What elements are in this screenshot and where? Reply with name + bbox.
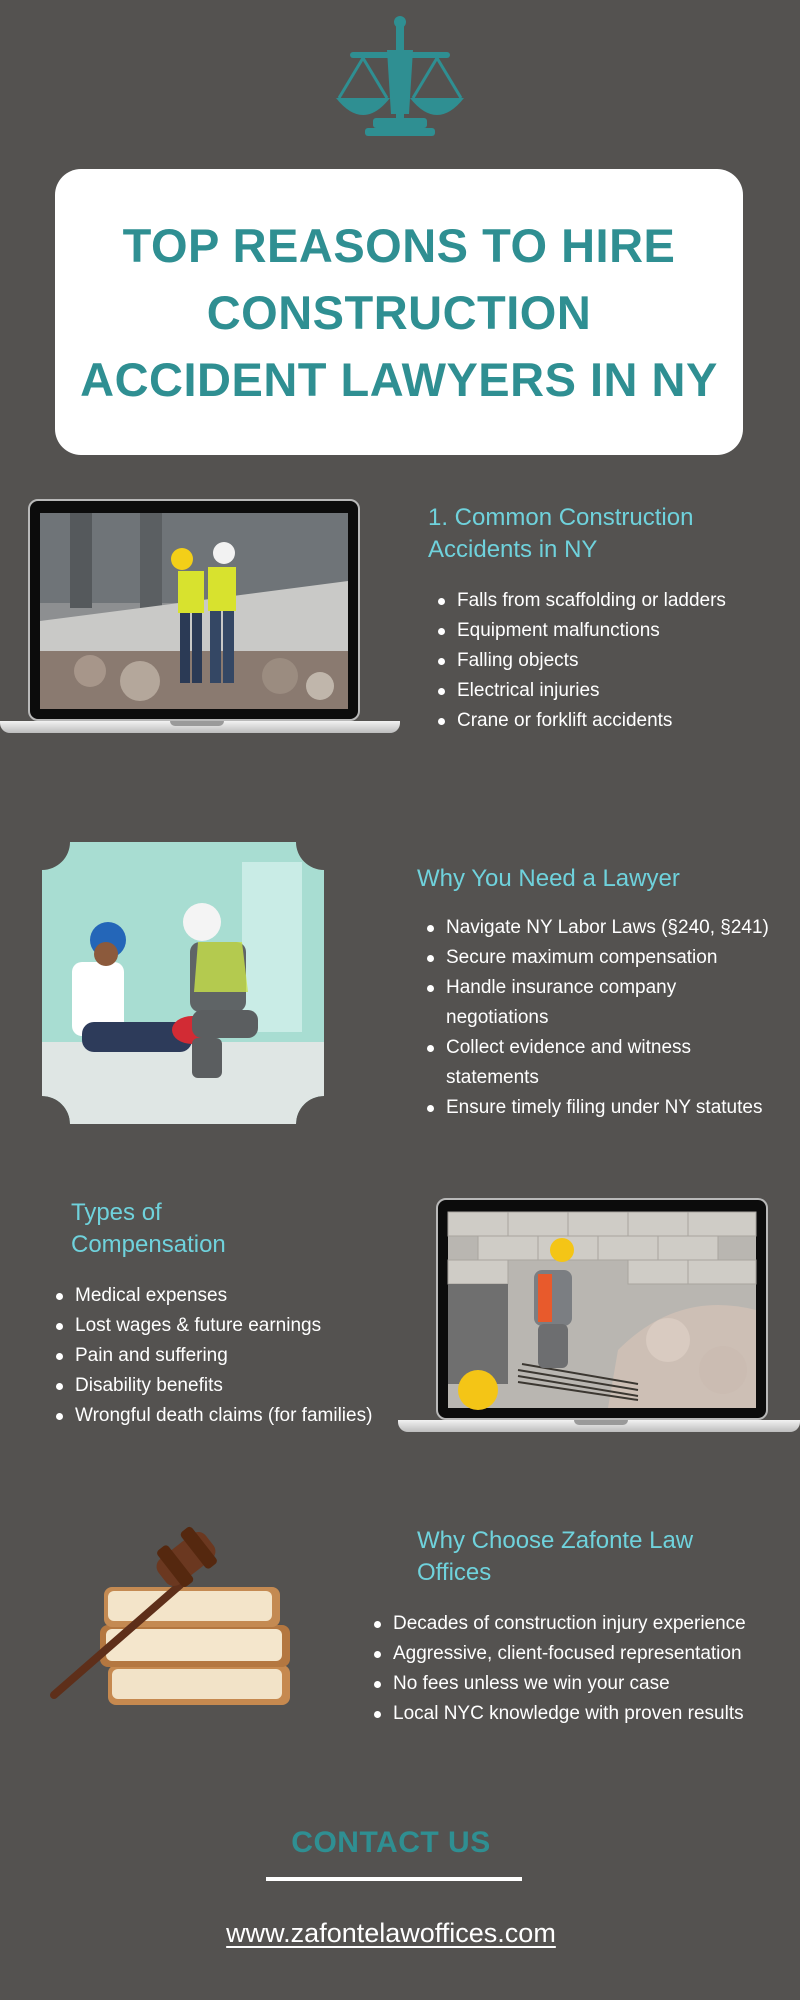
laptop-2 — [398, 1198, 800, 1432]
contact-title: CONTACT US — [291, 1826, 491, 1859]
list-item: Wrongful death claims (for families) — [50, 1401, 410, 1431]
section-4 — [368, 1525, 788, 1729]
page-title-line-2: CONSTRUCTION — [206, 285, 592, 339]
injured-worker-photo — [42, 842, 324, 1124]
list-item: Handle insurance company negotiations — [421, 973, 721, 1033]
gavel-and-books-icon — [50, 1525, 314, 1725]
section-2-heading: Why You Need a Lawyer — [417, 865, 680, 892]
section-4-list — [368, 1609, 788, 1729]
section-4-heading: Why Choose Zafonte Law Offices — [417, 1527, 694, 1586]
website-link[interactable]: www.zafontelawoffices.com — [226, 1918, 556, 1948]
list-item: Secure maximum compensation — [421, 943, 791, 973]
section-1-heading: 1. Common Construction Accidents in NY — [428, 504, 694, 563]
list-item: Electrical injuries — [432, 676, 788, 706]
list-item: Lost wages & future earnings — [50, 1311, 410, 1341]
section-2 — [417, 863, 800, 1123]
worker-rebar-photo — [438, 1200, 766, 1418]
section-2-list — [421, 913, 791, 1123]
list-item: Local NYC knowledge with proven results — [368, 1699, 788, 1729]
list-item: Disability benefits — [50, 1371, 410, 1401]
list-item: Aggressive, client-focused representation — [368, 1639, 788, 1669]
section-3 — [50, 1197, 410, 1431]
list-item: Falling objects — [432, 646, 788, 676]
scales-of-justice-icon — [335, 14, 465, 144]
list-item: Navigate NY Labor Laws (§240, §241) — [421, 913, 791, 943]
section-3-heading: Types of Compensation — [71, 1199, 226, 1258]
list-item: Medical expenses — [50, 1281, 410, 1311]
section-3-list — [50, 1281, 410, 1431]
list-item: Equipment malfunctions — [432, 616, 788, 646]
list-item: Decades of construction injury experience — [368, 1609, 788, 1639]
list-item: Collect evidence and witness statements — [421, 1033, 721, 1093]
section-1-list — [432, 586, 788, 736]
page-title-line-1: TOP REASONS TO HIRE — [122, 218, 676, 272]
list-item: Crane or forklift accidents — [432, 706, 788, 736]
list-item: Ensure timely filing under NY statutes — [421, 1093, 791, 1123]
section-1 — [428, 502, 788, 736]
list-item: No fees unless we win your case — [368, 1669, 788, 1699]
construction-workers-photo — [30, 501, 358, 719]
list-item: Falls from scaffolding or ladders — [432, 586, 788, 616]
page-title-line-3: ACCIDENT LAWYERS IN NY — [80, 352, 718, 406]
list-item: Pain and suffering — [50, 1341, 410, 1371]
laptop-1 — [0, 499, 400, 733]
contact-divider — [266, 1877, 522, 1881]
title-card — [55, 169, 743, 455]
